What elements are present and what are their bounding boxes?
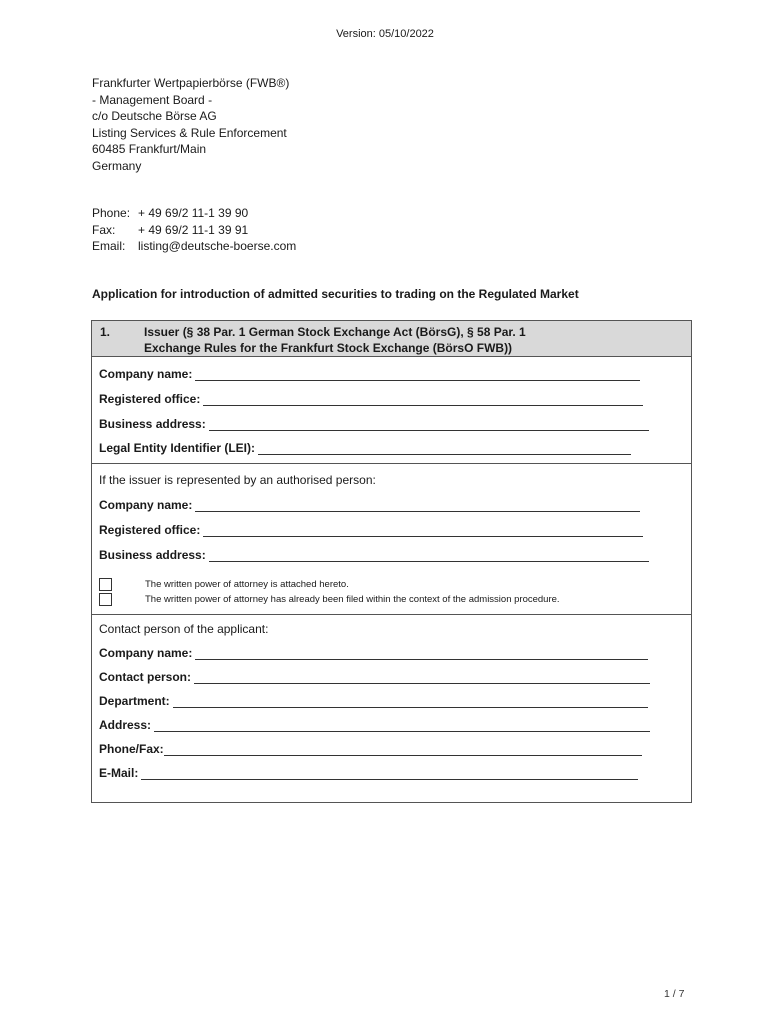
contact-intro: Contact person of the applicant: xyxy=(99,622,269,636)
issuer-registered-office-field[interactable] xyxy=(99,392,643,406)
checkbox-filed[interactable] xyxy=(99,593,560,606)
issuer-block xyxy=(92,357,691,464)
application-title: Application for introduction of admitted securities to trading on the Regulated Market xyxy=(92,287,579,301)
address-line: Germany xyxy=(92,158,142,173)
field-label: Legal Entity Identifier (LEI): xyxy=(99,441,256,455)
contact-person-field[interactable] xyxy=(99,670,650,684)
field-line[interactable] xyxy=(195,647,648,660)
field-line[interactable] xyxy=(164,743,642,756)
field-label: Department: xyxy=(99,694,170,708)
contact-info xyxy=(92,205,296,255)
field-line[interactable] xyxy=(173,695,648,708)
address-line: Listing Services & Rule Enforcement xyxy=(92,125,287,140)
checkbox-attached[interactable] xyxy=(99,578,349,591)
representative-intro: If the issuer is represented by an authorised person: xyxy=(99,473,376,487)
address-line: 60485 Frankfurt/Main xyxy=(92,142,207,156)
field-label: Company name: xyxy=(99,646,193,660)
phone-fax-field[interactable] xyxy=(99,742,642,756)
email-field[interactable] xyxy=(99,766,638,780)
address-field[interactable] xyxy=(99,718,650,732)
phone-label: Phone: xyxy=(92,206,131,220)
field-label: Address: xyxy=(99,718,152,732)
field-line[interactable] xyxy=(209,418,649,431)
field-label: Company name: xyxy=(99,367,193,381)
field-line[interactable] xyxy=(203,393,643,406)
page-number: 1 / 7 xyxy=(664,988,685,1000)
field-label: Company name: xyxy=(99,498,193,512)
issuer-form xyxy=(91,320,692,803)
fax-label: Fax: xyxy=(92,222,116,237)
field-label: Contact person: xyxy=(99,670,192,684)
section-title-line: Issuer (§ 38 Par. 1 German Stock Exchange Act (BörsG), § 58 Par. 1 xyxy=(144,325,526,339)
field-label: Phone/Fax: xyxy=(99,742,164,756)
checkbox[interactable] xyxy=(99,578,112,591)
checkbox[interactable] xyxy=(99,593,112,606)
field-label: Registered office: xyxy=(99,523,201,537)
section-number: 1. xyxy=(100,325,111,339)
field-line[interactable] xyxy=(195,368,640,381)
issuer-business-address-field[interactable] xyxy=(99,417,649,431)
address-line: Frankfurter Wertpapierbörse (FWB®) xyxy=(92,76,290,90)
checkbox-label: The written power of attorney has already been filed within the context of the admission procedure. xyxy=(145,594,560,605)
fax-value: + 49 69/2 11-1 39 91 xyxy=(138,222,249,237)
lei-field[interactable] xyxy=(99,441,631,455)
rep-registered-office-field[interactable] xyxy=(99,523,643,537)
department-field[interactable] xyxy=(99,694,648,708)
field-line[interactable] xyxy=(195,499,640,512)
version-label: Version: 05/10/2022 xyxy=(336,28,434,40)
field-line[interactable] xyxy=(141,767,638,780)
field-line[interactable] xyxy=(194,671,650,684)
section-title-line: Exchange Rules for the Frankfurt Stock Exchange (BörsO FWB)) xyxy=(144,341,513,355)
field-line[interactable] xyxy=(203,524,643,537)
issuer-company-name-field[interactable] xyxy=(99,367,640,381)
checkbox-label: The written power of attorney is attached hereto. xyxy=(145,579,349,590)
field-label: Registered office: xyxy=(99,392,201,406)
field-line[interactable] xyxy=(209,549,649,562)
recipient-address xyxy=(92,75,289,174)
email-label: Email: xyxy=(92,239,126,253)
email-value[interactable]: listing@deutsche-boerse.com xyxy=(138,239,297,253)
field-label: Business address: xyxy=(99,417,206,431)
rep-company-name-field[interactable] xyxy=(99,498,640,512)
contact-person-block xyxy=(92,615,691,804)
representative-block xyxy=(92,464,691,615)
section-title xyxy=(144,324,526,356)
field-label: E-Mail: xyxy=(99,766,139,780)
address-line: - Management Board - xyxy=(92,92,213,107)
contact-company-name-field[interactable] xyxy=(99,646,648,660)
address-line: c/o Deutsche Börse AG xyxy=(92,109,217,123)
rep-business-address-field[interactable] xyxy=(99,548,649,562)
section-header xyxy=(92,321,691,357)
field-line[interactable] xyxy=(154,719,650,732)
field-label: Business address: xyxy=(99,548,206,562)
field-line[interactable] xyxy=(258,442,631,455)
phone-value: + 49 69/2 11-1 39 90 xyxy=(138,206,249,220)
